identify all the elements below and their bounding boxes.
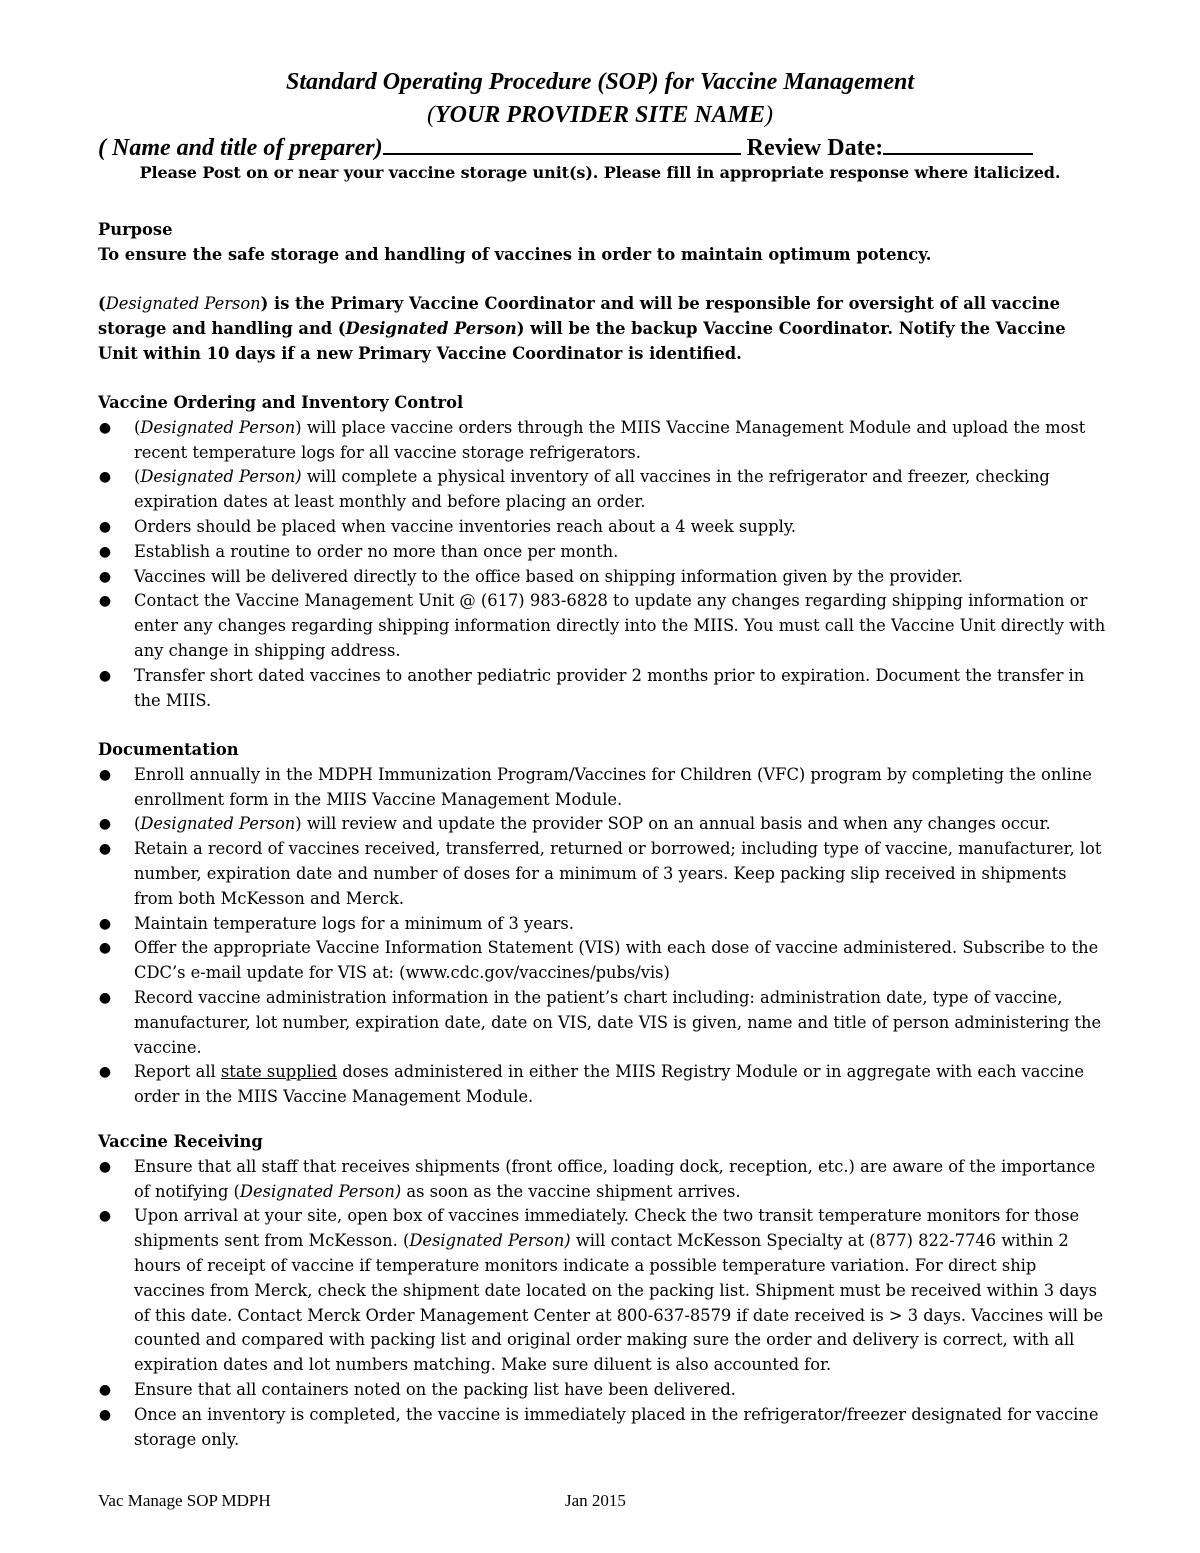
documentation-heading: Documentation: [98, 740, 239, 759]
ordering-section: [98, 391, 1108, 713]
paren-1: (: [98, 294, 106, 313]
purpose-section: [98, 218, 1108, 268]
bullet-icon: ●: [98, 915, 112, 932]
provider-site-name: [0, 100, 1200, 130]
bullet-icon: ●: [98, 1064, 112, 1081]
bullet-icon: ●: [98, 1158, 112, 1175]
bullet-icon: ●: [98, 667, 112, 684]
ordering-list: [98, 416, 1108, 714]
preparer-label: ( Name and title of preparer): [98, 135, 383, 161]
bullet-icon: ●: [98, 568, 112, 585]
receiving-heading: Vaccine Receiving: [98, 1132, 263, 1151]
list-item: ● Ensure that all staff that receives shipments (front office, loading dock, reception, etc.) are aware of the importance of notifying (Designated Person) as soon as the vaccine shipment arrives.: [98, 1156, 1096, 1201]
coordinator-text-1: ) is the Primary Vaccine Coordinator and will be responsible for oversight of all vaccine storage and handling and: [98, 294, 1061, 338]
list-item: ● Upon arrival at your site, open box of vaccines immediately. Check the two transit temperature monitors for those shipments sent from McKesson. (Designated Person) will contact McKesson Specialty at (877) 822-7746 within 2 hours of receipt of vaccine if temperature monitors indicate a possible temperature variation. For direct ship vaccines from Merck, check the shipment date located on the packing list. Shipment must be received within 3 days of this date. Contact Merck Order Management Center at 800-637-8579 if date received is > 3 days. Vaccines will be counted and compared with packing list and original order making sure the order and delivery is correct, with all expiration dates and lot numbers matching. Make sure diluent is also accounted for.: [98, 1206, 1104, 1375]
bullet-icon: ●: [98, 469, 112, 486]
list-item: ● Record vaccine administration information in the patient’s chart including: administration date, type of vaccine, manufacturer, lot number, expiration date, date on VIS, date VIS is given, name and title of person administering the vaccine.: [98, 987, 1102, 1057]
site-name-close: ): [765, 102, 774, 128]
post-note: Please Post on or near your vaccine storage unit(s). Please fill in appropriate response where italicized.: [139, 163, 1061, 182]
list-item: ● Establish a routine to order no more than once per month.: [98, 540, 1108, 565]
bullet-icon: ●: [98, 593, 112, 610]
list-item: ● Enroll annually in the MDPH Immunization Program/Vaccines for Children (VFC) program by completing the online enrollment form in the MIIS Vaccine Management Module.: [98, 764, 1092, 809]
list-item: ● Once an inventory is completed, the vaccine is immediately placed in the refrigerator/freezer designated for vaccine storage only.: [98, 1404, 1099, 1449]
bullet-icon: ●: [98, 940, 112, 957]
list-item: ● Maintain temperature logs for a minimum of 3 years.: [98, 912, 1108, 937]
bullet-icon: ●: [98, 1406, 112, 1423]
list-item: ● Transfer short dated vaccines to another pediatric provider 2 months prior to expiration. Document the transfer in the MIIS.: [98, 665, 1085, 710]
review-date-blank[interactable]: [883, 131, 1033, 155]
bullet-icon: ●: [98, 989, 112, 1006]
receiving-list: [98, 1155, 1108, 1453]
preparer-review-line: [98, 131, 1098, 163]
purpose-text: To ensure the safe storage and handling of vaccines in order to maintain optimum potency.: [98, 244, 932, 264]
purpose-heading: Purpose: [98, 220, 173, 239]
bullet-icon: ●: [98, 766, 112, 783]
list-item: ● Report all state supplied doses administered in either the MIIS Registry Module or in aggregate with each vaccine order in the MIIS Vaccine Management Module.: [98, 1062, 1085, 1107]
list-item: ● Contact the Vaccine Management Unit @ (617) 983-6828 to update any changes regarding shipping information or enter any changes regarding shipping information directly into the MIIS. You must call the Vaccine Unit directly with any change in shipping address.: [98, 591, 1106, 660]
site-name-text: YOUR PROVIDER SITE NAME: [434, 102, 766, 128]
preparer-blank[interactable]: [383, 131, 741, 155]
receiving-section: [98, 1130, 1108, 1452]
coordinator-paragraph: [98, 292, 1108, 366]
document-title: Standard Operating Procedure (SOP) for Vaccine Management: [285, 69, 914, 95]
designated-person-1: Designated Person: [105, 294, 261, 313]
footer-date: Jan 2015: [565, 1491, 626, 1510]
bullet-icon: ●: [98, 518, 112, 535]
list-item: ● Orders should be placed when vaccine inventories reach about a 4 week supply.: [98, 515, 1108, 540]
bullet-icon: ●: [98, 419, 112, 436]
list-item: ● Retain a record of vaccines received, transferred, returned or borrowed; including type of vaccine, manufacturer, lot number, expiration date and number of doses for a minimum of 3 years. Keep packing slip received in shipments from both McKesson and Merck.: [98, 839, 1102, 908]
site-name-open: (: [426, 102, 435, 128]
list-item: ● (Designated Person) will complete a physical inventory of all vaccines in the refrigerator and freezer, checking expiration dates at least monthly and before placing an order.: [98, 467, 1050, 512]
list-item: ● Ensure that all containers noted on the packing list have been delivered.: [98, 1378, 1108, 1403]
coordinator-text-2: ) will be the backup Vaccine Coordinator. Notify the Vaccine Unit within 10 days if a new Primary Vaccine Coordinator is identified.: [98, 318, 1066, 363]
bullet-icon: ●: [98, 543, 112, 560]
bullet-icon: ●: [98, 841, 112, 858]
documentation-section: [98, 738, 1108, 1110]
list-item: ● Vaccines will be delivered directly to the office based on shipping information given by the provider.: [98, 565, 1108, 590]
documentation-list: [98, 763, 1108, 1110]
list-item: ● Offer the appropriate Vaccine Information Statement (VIS) with each dose of vaccine administered. Subscribe to the CDC’s e-mail update for VIS at: (www.cdc.gov/vaccines/pubs/vis): [98, 938, 1099, 983]
list-item: ● (Designated Person) will place vaccine orders through the MIIS Vaccine Management Module and upload the most recent temperature logs for all vaccine storage refrigerators.: [98, 417, 1086, 462]
bullet-icon: ●: [98, 1208, 112, 1225]
footer-left: Vac Manage SOP MDPH: [98, 1491, 271, 1510]
designated-person-2: Designated Person: [345, 318, 517, 338]
paren-2: (: [337, 318, 346, 338]
ordering-heading: Vaccine Ordering and Inventory Control: [98, 393, 464, 412]
list-item: ● (Designated Person) will review and update the provider SOP on an annual basis and when any changes occur.: [98, 812, 1108, 837]
bullet-icon: ●: [98, 816, 112, 833]
bullet-icon: ●: [98, 1381, 112, 1398]
review-date-label: Review Date:: [746, 135, 884, 161]
